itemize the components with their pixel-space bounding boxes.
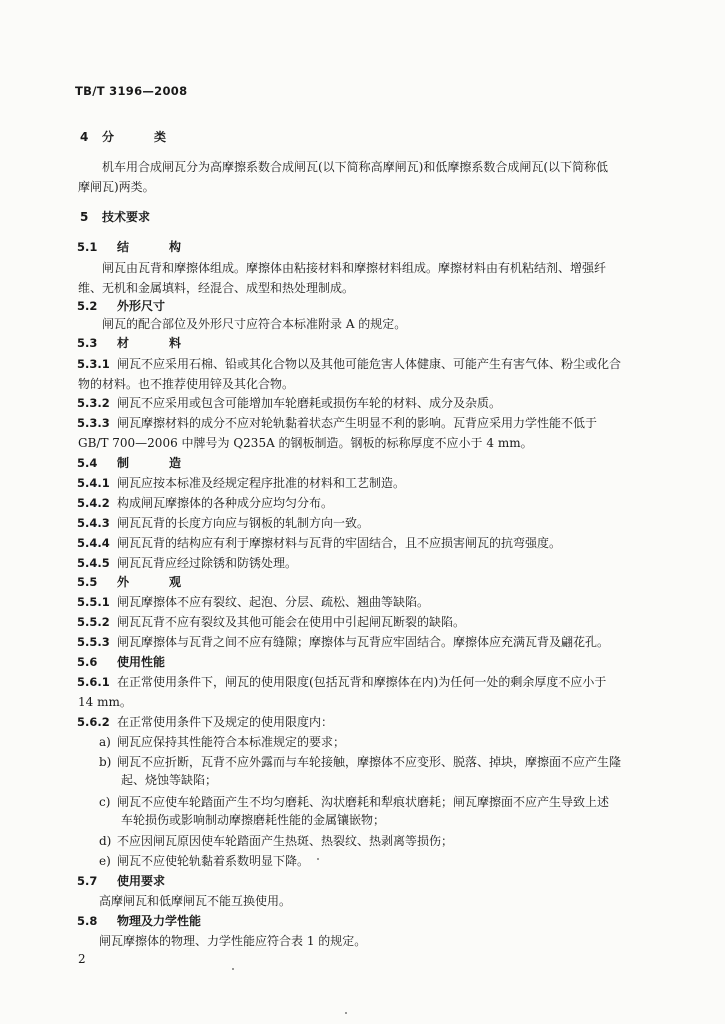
list-text: 闸瓦不应使轮轨黏着系数明显下降。: [117, 854, 310, 868]
clause: [77, 355, 621, 372]
subsection-heading: [77, 238, 195, 255]
clause-number: 5.4.3: [77, 516, 110, 530]
subsection-heading: [77, 653, 165, 670]
subsection-heading: [77, 454, 195, 471]
clause-number: 5.3.3: [77, 416, 110, 430]
clause: [77, 394, 501, 411]
clause-number: 5.4.2: [77, 496, 110, 510]
list-item-c: [99, 793, 609, 810]
list-text: 闸瓦不应使车轮踏面产生不均匀磨耗、沟状磨耗和犁痕状磨耗；闸瓦摩擦面不应产生导致上述: [117, 795, 610, 809]
subsection-heading: [77, 573, 195, 590]
subsection-title: 外形尺寸: [117, 299, 166, 313]
subsection-number: 5.6: [77, 655, 98, 669]
clause-number: 5.4.5: [77, 556, 110, 570]
clause: [77, 633, 609, 650]
clause: [77, 673, 606, 690]
paragraph: 闸瓦由瓦背和摩擦体组成。摩擦体由粘接材料和摩擦材料组成。摩擦材料由有机粘结剂、增强纤: [102, 261, 607, 275]
clause-number: 5.5.2: [77, 615, 110, 629]
subsection-title: 物理及力学性能: [117, 914, 202, 928]
clause-text: 闸瓦瓦背的长度方向应与钢板的轧制方向一致。: [117, 516, 370, 530]
subsection-title: 材 料: [117, 336, 196, 350]
paragraph: 机车用合成闸瓦分为高摩擦系数合成闸瓦(以下简称高摩闸瓦)和低摩擦系数合成闸瓦(以下简称低: [102, 160, 609, 174]
subsection-number: 5.7: [77, 874, 98, 888]
clause-text: 在正常使用条件下，闸瓦的使用限度(包括瓦背和摩擦体在内)为任何一处的剩余厚度不应小于: [117, 675, 607, 689]
section-4-heading: [80, 128, 180, 145]
clause-number: 5.5.3: [77, 635, 110, 649]
subsection-heading: [77, 297, 165, 314]
list-continuation: 起、烧蚀等缺陷；: [121, 773, 218, 787]
clause: [77, 414, 597, 431]
section-number: 4: [80, 130, 89, 144]
clause: [77, 613, 465, 630]
list-text: 闸瓦应保持其性能符合本标准规定的要求；: [117, 735, 346, 749]
clause-text: 在正常使用条件下及规定的使用限度内：: [117, 715, 334, 729]
list-continuation: 车轮损伤或影响制动摩擦磨耗性能的金属镶嵌物；: [121, 813, 386, 827]
clause: [77, 593, 429, 610]
list-label: b): [99, 755, 112, 769]
subsection-title: 使用要求: [117, 874, 166, 888]
subsection-heading: [77, 912, 201, 929]
clause-continuation: GB/T 700—2006 中牌号为 Q235A 的钢板制造。钢板的标称厚度不应小于 4 mm。: [78, 436, 533, 450]
paragraph: 高摩闸瓦和低摩闸瓦不能互换使用。: [99, 894, 292, 908]
clause-text: 闸瓦瓦背不应有裂纹及其他可能会在使用中引起闸瓦断裂的缺陷。: [117, 615, 466, 629]
clause-text: 闸瓦摩擦体不应有裂纹、起泡、分层、疏松、翘曲等缺陷。: [117, 595, 430, 609]
subsection-title: 外 观: [117, 575, 196, 589]
paragraph: 摩闸瓦)两类。: [78, 180, 155, 194]
scan-speck: [232, 968, 234, 970]
clause: [77, 514, 369, 531]
clause-number: 5.3.1: [77, 357, 110, 371]
clause-text: 构成闸瓦摩擦体的各种成分应均匀分布。: [117, 496, 334, 510]
clause-continuation: 物的材料。也不推荐使用锌及其化合物。: [78, 377, 295, 391]
clause-text: 闸瓦摩擦材料的成分不应对轮轨黏着状态产生明显不利的影响。瓦背应采用力学性能不低于: [117, 416, 598, 430]
clause-number: 5.3.2: [77, 396, 110, 410]
subsection-number: 5.4: [77, 456, 98, 470]
section-title: 技术要求: [102, 210, 151, 224]
list-item-a: [99, 733, 345, 750]
clause-number: 5.4.1: [77, 476, 110, 490]
subsection-title: 使用性能: [117, 655, 166, 669]
paragraph: 闸瓦摩擦体的物理、力学性能应符合表 1 的规定。: [99, 934, 367, 948]
subsection-number: 5.8: [77, 914, 98, 928]
scan-speck: [345, 1012, 347, 1014]
subsection-title: 制 造: [117, 456, 196, 470]
clause: [77, 713, 333, 730]
paragraph: 闸瓦的配合部位及外形尺寸应符合本标准附录 A 的规定。: [102, 317, 407, 331]
section-title: 分 类: [102, 130, 181, 144]
list-item-e: [99, 852, 309, 869]
list-label: a): [99, 735, 111, 749]
clause: [77, 554, 297, 571]
clause-text: 闸瓦不应采用或包含可能增加车轮磨耗或损伤车轮的材料、成分及杂质。: [117, 396, 502, 410]
subsection-number: 5.1: [77, 240, 98, 254]
section-5-heading: [80, 208, 150, 225]
subsection-heading: [77, 334, 195, 351]
clause-continuation: 14 mm。: [78, 695, 132, 709]
list-label: e): [99, 854, 111, 868]
list-item-b: [99, 753, 621, 770]
list-label: c): [99, 795, 111, 809]
clause-number: 5.6.2: [77, 715, 110, 729]
clause-text: 闸瓦应按本标准及经规定程序批准的材料和工艺制造。: [117, 476, 406, 490]
clause-number: 5.6.1: [77, 675, 110, 689]
clause-number: 5.4.4: [77, 536, 110, 550]
paragraph: 维、无机和金属填料，经混合、成型和热处理制成。: [78, 281, 355, 295]
standard-number: TB/T 3196—2008: [75, 84, 188, 98]
scan-speck: [317, 858, 319, 860]
section-number: 5: [80, 210, 89, 224]
subsection-number: 5.5: [77, 575, 98, 589]
clause: [77, 474, 405, 491]
clause-text: 闸瓦瓦背的结构应有利于摩擦材料与瓦背的牢固结合，且不应损害闸瓦的抗弯强度。: [117, 536, 562, 550]
clause-text: 闸瓦摩擦体与瓦背之间不应有缝隙；摩擦体与瓦背应牢固结合。摩擦体应充满瓦背及翩花孔。: [117, 635, 610, 649]
list-text: 不应因闸瓦原因使车轮踏面产生热斑、热裂纹、热剥离等损伤；: [117, 834, 454, 848]
subsection-number: 5.3: [77, 336, 98, 350]
page-number: 2: [78, 952, 86, 966]
clause-number: 5.5.1: [77, 595, 110, 609]
subsection-number: 5.2: [77, 299, 98, 313]
list-item-d: [99, 832, 453, 849]
clause-text: 闸瓦不应采用石棉、铅或其化合物以及其他可能危害人体健康、可能产生有害气体、粉尘或化合: [117, 357, 622, 371]
list-label: d): [99, 834, 112, 848]
clause-text: 闸瓦瓦背应经过除锈和防锈处理。: [117, 556, 298, 570]
clause: [77, 534, 561, 551]
clause: [77, 494, 333, 511]
list-text: 闸瓦不应折断，瓦背不应外露而与车轮接触，摩擦体不应变形、脱落、掉块，摩擦面不应产生隆: [117, 755, 622, 769]
subsection-title: 结 构: [117, 240, 196, 254]
subsection-heading: [77, 872, 165, 889]
